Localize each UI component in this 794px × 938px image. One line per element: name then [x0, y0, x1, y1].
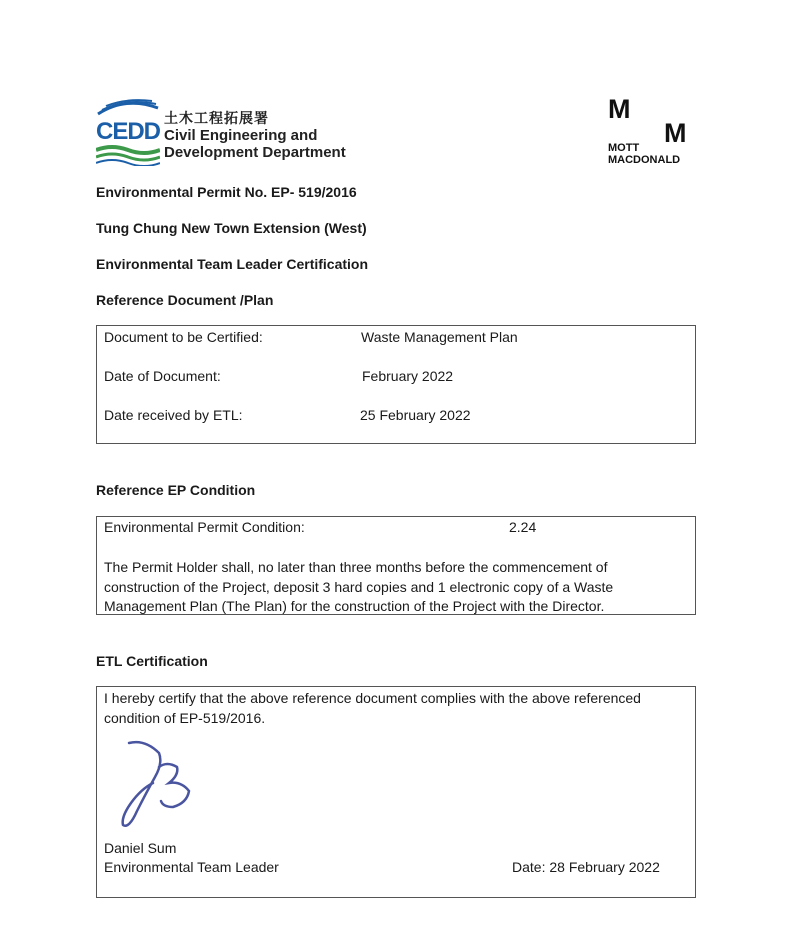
mm-mark-left: M — [608, 94, 631, 124]
certification-date: Date: 28 February 2022 — [512, 859, 660, 875]
document-value: Waste Management Plan — [361, 329, 518, 345]
ep-condition-value: 2.24 — [509, 519, 537, 535]
mott-macdonald-logo — [606, 94, 706, 170]
date-received-label: Date received by ETL: — [104, 407, 243, 423]
reference-document-box — [96, 325, 696, 444]
date-of-document-label: Date of Document: — [104, 368, 221, 384]
cedd-name — [164, 110, 346, 161]
etl-certification-box — [96, 686, 696, 898]
signatory-role: Environmental Team Leader — [104, 859, 279, 875]
cedd-chinese-name: 土木工程拓展署 — [164, 110, 269, 126]
mm-mark-right: M — [664, 118, 687, 148]
signatory-name: Daniel Sum — [104, 840, 177, 856]
cedd-name-line2: Development Department — [164, 144, 346, 161]
certification-heading: Environmental Team Leader Certification — [96, 256, 369, 272]
certification-line: condition of EP-519/2016. — [104, 709, 266, 726]
ep-text-line: construction of the Project, deposit 3 hard copies and 1 electronic copy of a Waste — [104, 578, 614, 595]
document-label: Document to be Certified: — [104, 329, 263, 345]
ep-condition-label: Environmental Permit Condition: — [104, 519, 305, 535]
date-of-document-value: February 2022 — [362, 368, 454, 384]
signature-icon — [115, 737, 215, 833]
reference-document-heading: Reference Document /Plan — [96, 292, 274, 308]
certification-line: I hereby certify that the above reference document complies with the above referenced — [104, 690, 641, 706]
mm-word-macdonald: MACDONALD — [608, 154, 681, 166]
ep-text-line: Management Plan (The Plan) for the construction of the Project with the Director. — [104, 598, 605, 614]
ep-text-line: The Permit Holder shall, no later than three months before the commencement of — [104, 559, 608, 575]
cedd-acronym: CEDD — [96, 118, 161, 145]
ep-condition-box — [96, 516, 696, 615]
permit-number-heading: Environmental Permit No. EP- 519/2016 — [96, 184, 357, 200]
project-heading: Tung Chung New Town Extension (West) — [96, 220, 367, 236]
date-received-value: 25 February 2022 — [360, 407, 471, 423]
mm-word-mott: MOTT — [608, 142, 640, 154]
certification-statement — [104, 689, 694, 728]
cedd-name-line1: Civil Engineering and — [164, 127, 318, 144]
etl-certification-heading: ETL Certification — [96, 653, 208, 669]
reference-ep-condition-heading: Reference EP Condition — [96, 482, 256, 498]
cedd-logo — [96, 98, 366, 168]
ep-condition-text — [104, 558, 694, 617]
mm-wordmark — [608, 142, 680, 166]
